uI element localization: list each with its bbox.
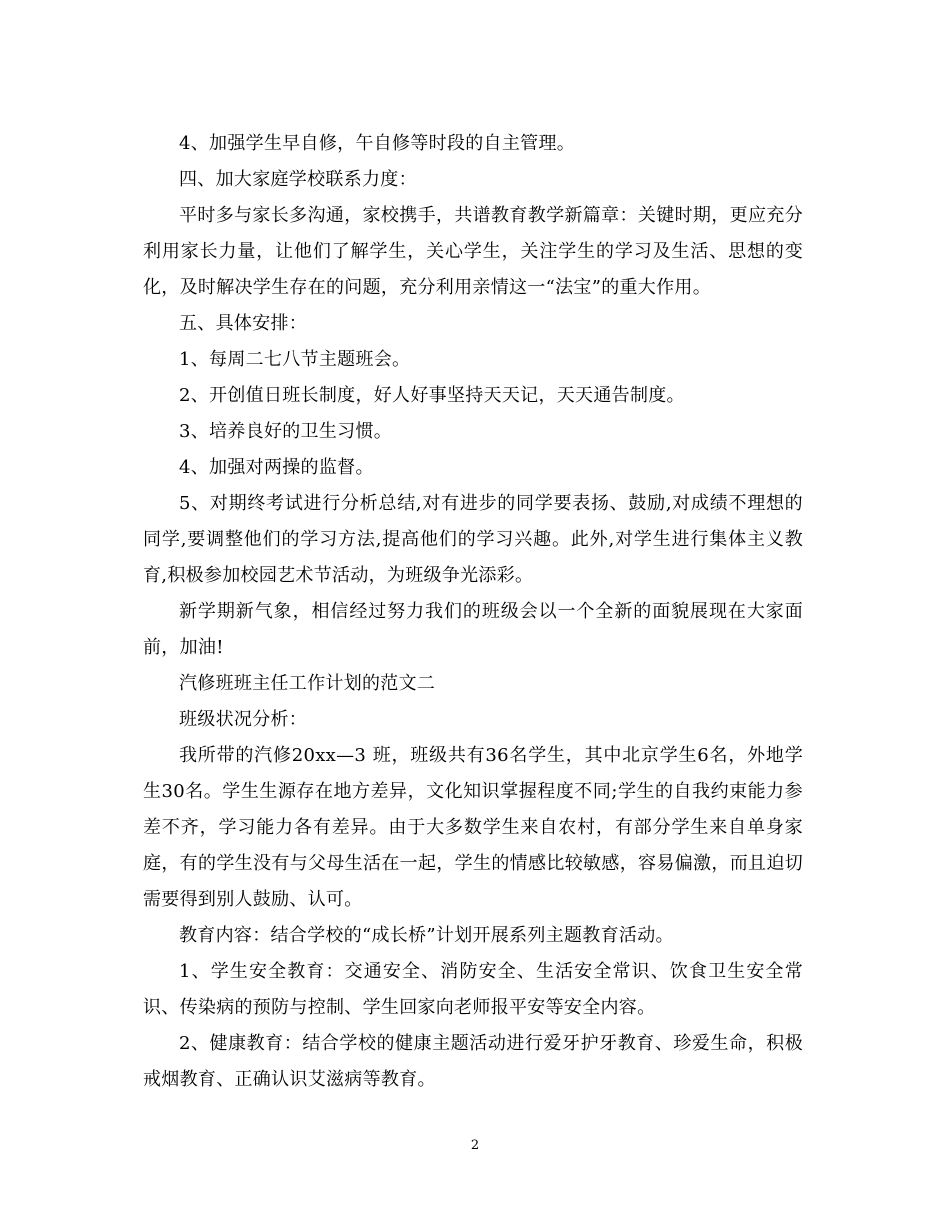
paragraph-10: 新学期新气象，相信经过努力我们的班级会以一个全新的面貌展现在大家面前，加油! bbox=[143, 601, 803, 658]
paragraph-14: 教育内容：结合学校的“成长桥”计划开展系列主题教育活动。 bbox=[179, 925, 674, 946]
page-number: 2 bbox=[470, 1138, 480, 1153]
paragraph-13: 我所带的汽修20xx—3 班，班级共有36名学生，其中北京学生6名，外地学生30名。学生生源存在地方差异，文化知识掌握程度不同;学生的自我约束能力参差不齐，学习能力各有差异。由于大多数学生来自农村，有部分学生来自单身家庭，有的学生没有与父母生活在一起，学生的情感比较敏感，容易偏激，而且迫切需要得到别人鼓励、认可。 bbox=[143, 745, 803, 910]
paragraph-5: 1、每周二七八节主题班会。 bbox=[179, 349, 411, 370]
paragraph-8: 4、加强对两操的监督。 bbox=[179, 457, 374, 478]
section-heading-5: 五、具体安排： bbox=[179, 313, 308, 334]
paragraph-15: 1、学生安全教育：交通安全、消防安全、生活安全常识、饮食卫生安全常识、传染病的预防与控制、学生回家向老师报平安等安全内容。 bbox=[143, 961, 803, 1018]
article-title: 汽修班班主任工作计划的范文二 bbox=[179, 673, 436, 694]
paragraph-1: 4、加强学生早自修，午自修等时段的自主管理。 bbox=[179, 133, 576, 154]
paragraph-3: 平时多与家长多沟通，家校携手，共谱教育教学新篇章：关键时期，更应充分利用家长力量，让他们了解学生，关心学生，关注学生的学习及生活、思想的变化，及时解决学生存在的问题，充分利用亲情这一“法宝”的重大作用。 bbox=[143, 205, 803, 298]
paragraph-16: 2、健康教育：结合学校的健康主题活动进行爱牙护牙教育、珍爱生命，积极戒烟教育、正确认识艾滋病等教育。 bbox=[143, 1033, 803, 1090]
paragraph-6: 2、开创值日班长制度，好人好事坚持天天记，天天通告制度。 bbox=[179, 385, 685, 406]
document-body bbox=[143, 126, 803, 1098]
section-heading-class-analysis: 班级状况分析： bbox=[179, 709, 308, 730]
section-heading-4: 四、加大家庭学校联系力度： bbox=[179, 169, 417, 190]
paragraph-7: 3、培养良好的卫生习惯。 bbox=[179, 421, 393, 442]
paragraph-9: 5、对期终考试进行分析总结,对有进步的同学要表扬、鼓励,对成绩不理想的同学,要调整他们的学习方法,提高他们的学习兴趣。此外,对学生进行集体主义教育,积极参加校园艺术节活动，为班级争光添彩。 bbox=[143, 493, 803, 586]
